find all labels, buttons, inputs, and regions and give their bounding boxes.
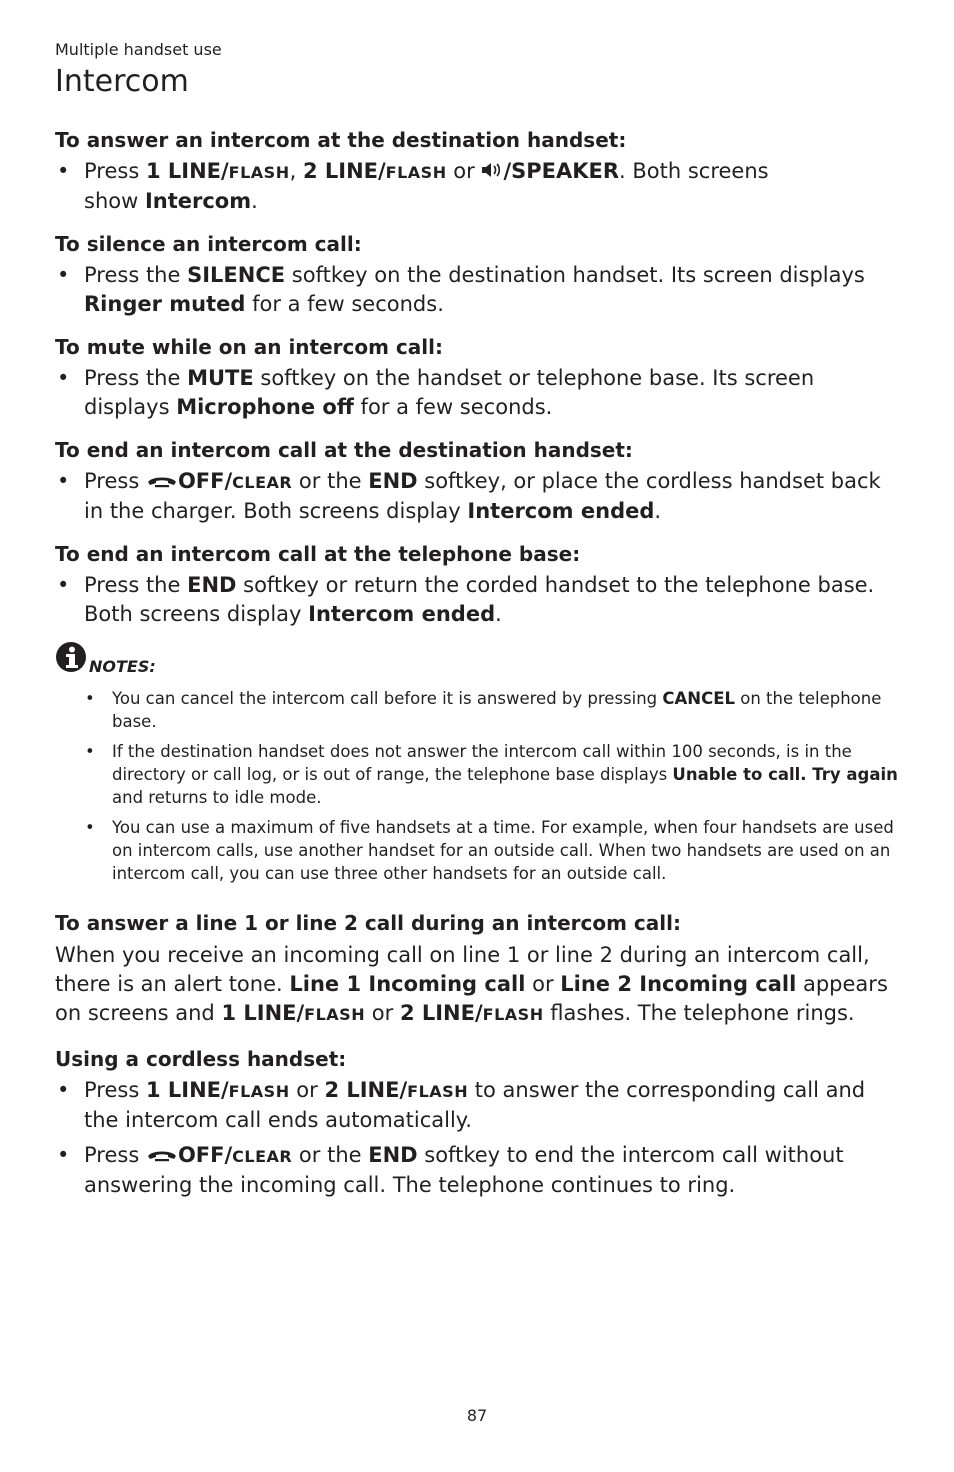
section-silence-intercom — [55, 230, 905, 319]
page-number: 87 — [466, 1406, 488, 1425]
list-item: • Press 1 LINE/FLASH, 2 LINE/FLASH or /SPEAKER. Both screens show Intercom. — [55, 157, 905, 216]
section-heading: To silence an intercom call: — [55, 232, 362, 256]
bullet-list — [55, 364, 905, 422]
section-mute-intercom — [55, 333, 905, 422]
section-heading: To mute while on an intercom call: — [55, 335, 443, 359]
list-item: • Press the MUTE softkey on the handset or telephone base. Its screen displays Microphone off for a few seconds. — [55, 364, 905, 422]
list-item: • Press the SILENCE softkey on the destination handset. Its screen displays Ringer muted for a few seconds. — [55, 261, 905, 319]
off-phone-icon — [146, 1142, 178, 1171]
list-item: • Press the END softkey or return the corded handset to the telephone base. Both screens display Intercom ended. — [55, 571, 905, 629]
note-item: • You can use a maximum of five handsets at a time. For example, when four handsets are used on intercom calls, use another handset for an outside call. When two handsets are used on an intercom call, you can use three other handsets for an outside call. — [55, 816, 905, 885]
note-item: • You can cancel the intercom call before it is answered by pressing CANCEL on the telephone base. — [55, 687, 905, 733]
section-answer-intercom — [55, 126, 905, 216]
list-item: • Press 1 LINE/FLASH or 2 LINE/FLASH to answer the corresponding call and the intercom call ends automatically. — [55, 1076, 905, 1135]
bullet-list — [55, 467, 905, 526]
paragraph: When you receive an incoming call on line 1 or line 2 during an intercom call, there is an alert tone. Line 1 Incoming call or Line 2 Incoming call appears on screens and 1 LINE/FLASH or 2 LINE/FLASH flashes. The telephone rings. — [55, 943, 888, 1025]
list-item: • Press OFF/CLEAR or the END softkey to end the intercom call without answering the incoming call. The telephone continues to ring. — [55, 1141, 905, 1200]
info-icon — [55, 641, 87, 677]
off-phone-icon — [146, 468, 178, 497]
bullet-list — [55, 1076, 905, 1200]
list-item: • Press OFF/CLEAR or the END softkey, or place the cordless handset back in the charger. Both screens display Intercom ended. — [55, 467, 905, 526]
notes-label: NOTES: — [89, 657, 156, 676]
bullet-list — [55, 571, 905, 629]
section-answer-line-call — [55, 909, 905, 1029]
notes-block — [55, 641, 905, 885]
bullet-list — [55, 261, 905, 319]
manual-page — [55, 40, 905, 1206]
section-end-intercom-handset — [55, 436, 905, 526]
notes-list — [55, 687, 905, 885]
section-heading: To answer a line 1 or line 2 call during an intercom call: — [55, 911, 681, 935]
notes-header — [55, 641, 905, 677]
section-cordless-handset — [55, 1045, 905, 1200]
section-heading: To end an intercom call at the telephone base: — [55, 542, 581, 566]
page-title: Intercom — [55, 64, 189, 99]
section-heading: To answer an intercom at the destination handset: — [55, 128, 627, 152]
speaker-icon — [481, 158, 503, 187]
section-end-intercom-base — [55, 540, 905, 629]
section-kicker: Multiple handset use — [55, 40, 222, 59]
note-item: • If the destination handset does not answer the intercom call within 100 seconds, is in the directory or call log, or is out of range, the telephone base displays Unable to call. Try again and returns to idle mode. — [55, 740, 905, 809]
section-heading: To end an intercom call at the destination handset: — [55, 438, 633, 462]
section-heading: Using a cordless handset: — [55, 1047, 347, 1071]
bullet-list — [55, 157, 905, 216]
